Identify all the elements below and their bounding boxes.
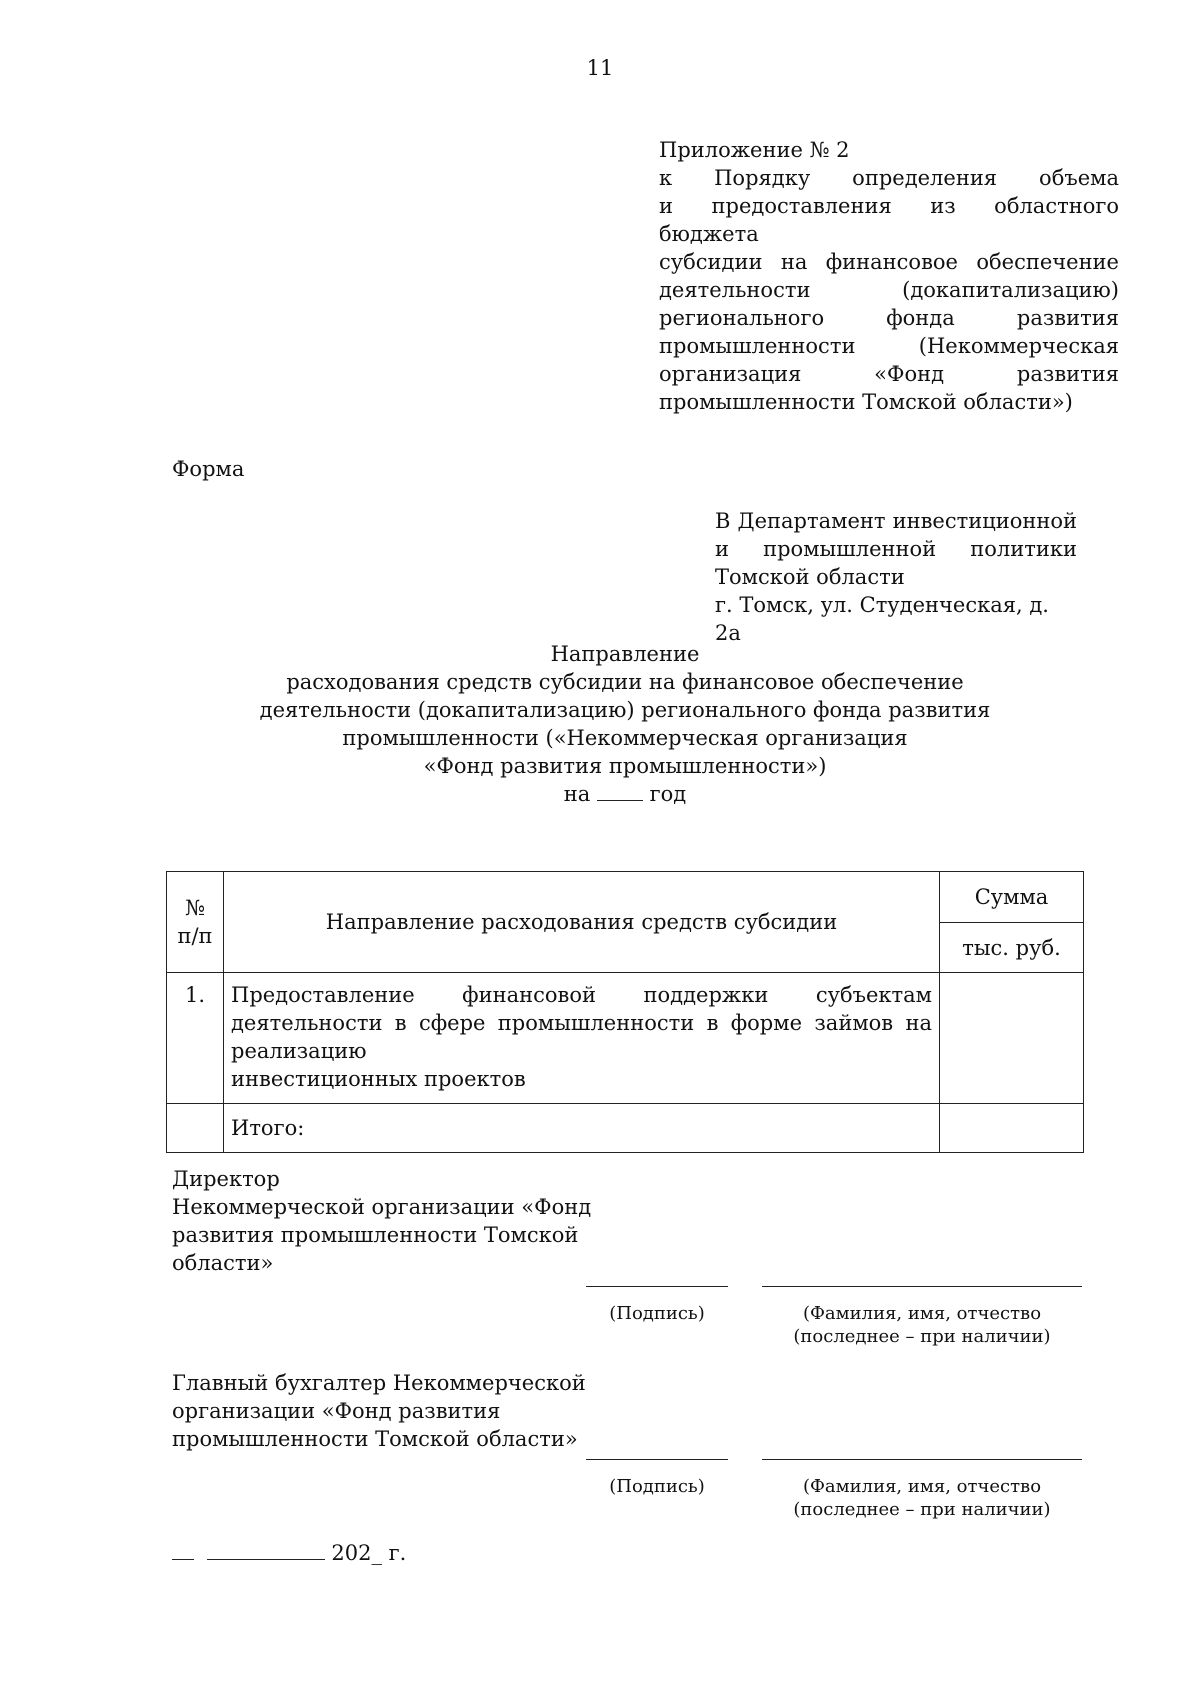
director-name-caption [762,1302,1082,1348]
director-name-line [762,1286,1082,1287]
director-line: Некоммерческой организации «Фонд [172,1195,592,1219]
header-sum-unit: тыс. руб. [940,923,1084,973]
title-year-suffix: год [649,782,687,806]
accountant-name-caption [762,1475,1082,1521]
appendix-line: и предоставления из областного бюджета [659,194,1119,246]
row-direction [224,973,940,1104]
title-year-line [180,780,1070,808]
total-label: Итого: [224,1104,940,1153]
total-sum [940,1104,1084,1153]
title-line: Направление [550,642,700,666]
name-caption-line: (Фамилия, имя, отчество [802,1303,1042,1324]
title-line: расходования средств субсидии на финансовое обеспечение [286,670,964,694]
appendix-line: промышленности (Некоммерческая [659,334,1119,358]
form-label: Форма [172,457,245,481]
row-direction-text-end: инвестиционных проектов [231,1067,526,1091]
accountant-signature-caption: (Подпись) [609,1476,705,1497]
title-line: промышленности («Некоммерческая организация [342,726,908,750]
director-line: развития промышленности Томской [172,1223,579,1247]
name-caption-line: (последнее – при наличии) [793,1326,1051,1347]
day-blank [172,1539,194,1560]
accountant-title [172,1369,592,1453]
appendix-line: регионального фонда развития [659,306,1119,330]
month-blank [207,1539,325,1560]
document-title [180,640,1070,808]
accountant-line: организации «Фонд развития [172,1399,501,1423]
recipient-line: г. Томск, ул. Студенческая, д. 2а [715,593,1049,645]
subsidy-table [166,871,1084,1153]
date-line [172,1539,406,1567]
recipient-line: Томской области [715,565,905,589]
header-direction: Направление расходования средств субсидии [224,872,940,973]
header-number: № [185,896,205,920]
appendix-line: субсидии на финансовое обеспечение [659,250,1119,274]
row-direction-text: Предоставление финансовой поддержки субъектам деятельности в сфере промышленности в форме займов на реализацию [231,983,932,1063]
name-caption-line: (Фамилия, имя, отчество [802,1476,1042,1497]
accountant-signature-line [586,1459,728,1460]
appendix-header [659,136,1119,416]
director-line: Директор [172,1167,280,1191]
accountant-line: Главный бухгалтер Некоммерческой [172,1371,586,1395]
accountant-line: промышленности Томской области» [172,1427,578,1451]
appendix-line: промышленности Томской области») [659,390,1073,414]
title-line: «Фонд развития промышленности») [423,754,827,778]
name-caption-line: (последнее – при наличии) [793,1499,1051,1520]
director-signature-caption: (Подпись) [609,1303,705,1324]
header-number-cell [167,872,224,973]
appendix-line: деятельности (докапитализацию) [659,278,1119,302]
year-blank [597,780,643,801]
row-sum [940,973,1084,1104]
director-signature-line [586,1286,728,1287]
header-sum: Сумма [940,872,1084,923]
director-line: области» [172,1251,274,1275]
total-number [167,1104,224,1153]
appendix-line: организация «Фонд развития [659,362,1119,386]
row-number: 1. [167,973,224,1104]
page-number: 11 [586,56,614,80]
year-text: 202_ г. [331,1541,407,1565]
recipient-block [715,507,1077,647]
accountant-name-line [762,1459,1082,1460]
recipient-line: и промышленной политики [715,537,1077,561]
title-line: деятельности (докапитализацию) регионального фонда развития [259,698,991,722]
appendix-line: к Порядку определения объема [659,166,1119,190]
title-year-prefix: на [563,782,591,806]
appendix-title: Приложение № 2 [659,138,850,162]
header-number-sub: п/п [177,924,213,948]
recipient-line: В Департамент инвестиционной [715,509,1077,533]
director-title [172,1165,592,1277]
